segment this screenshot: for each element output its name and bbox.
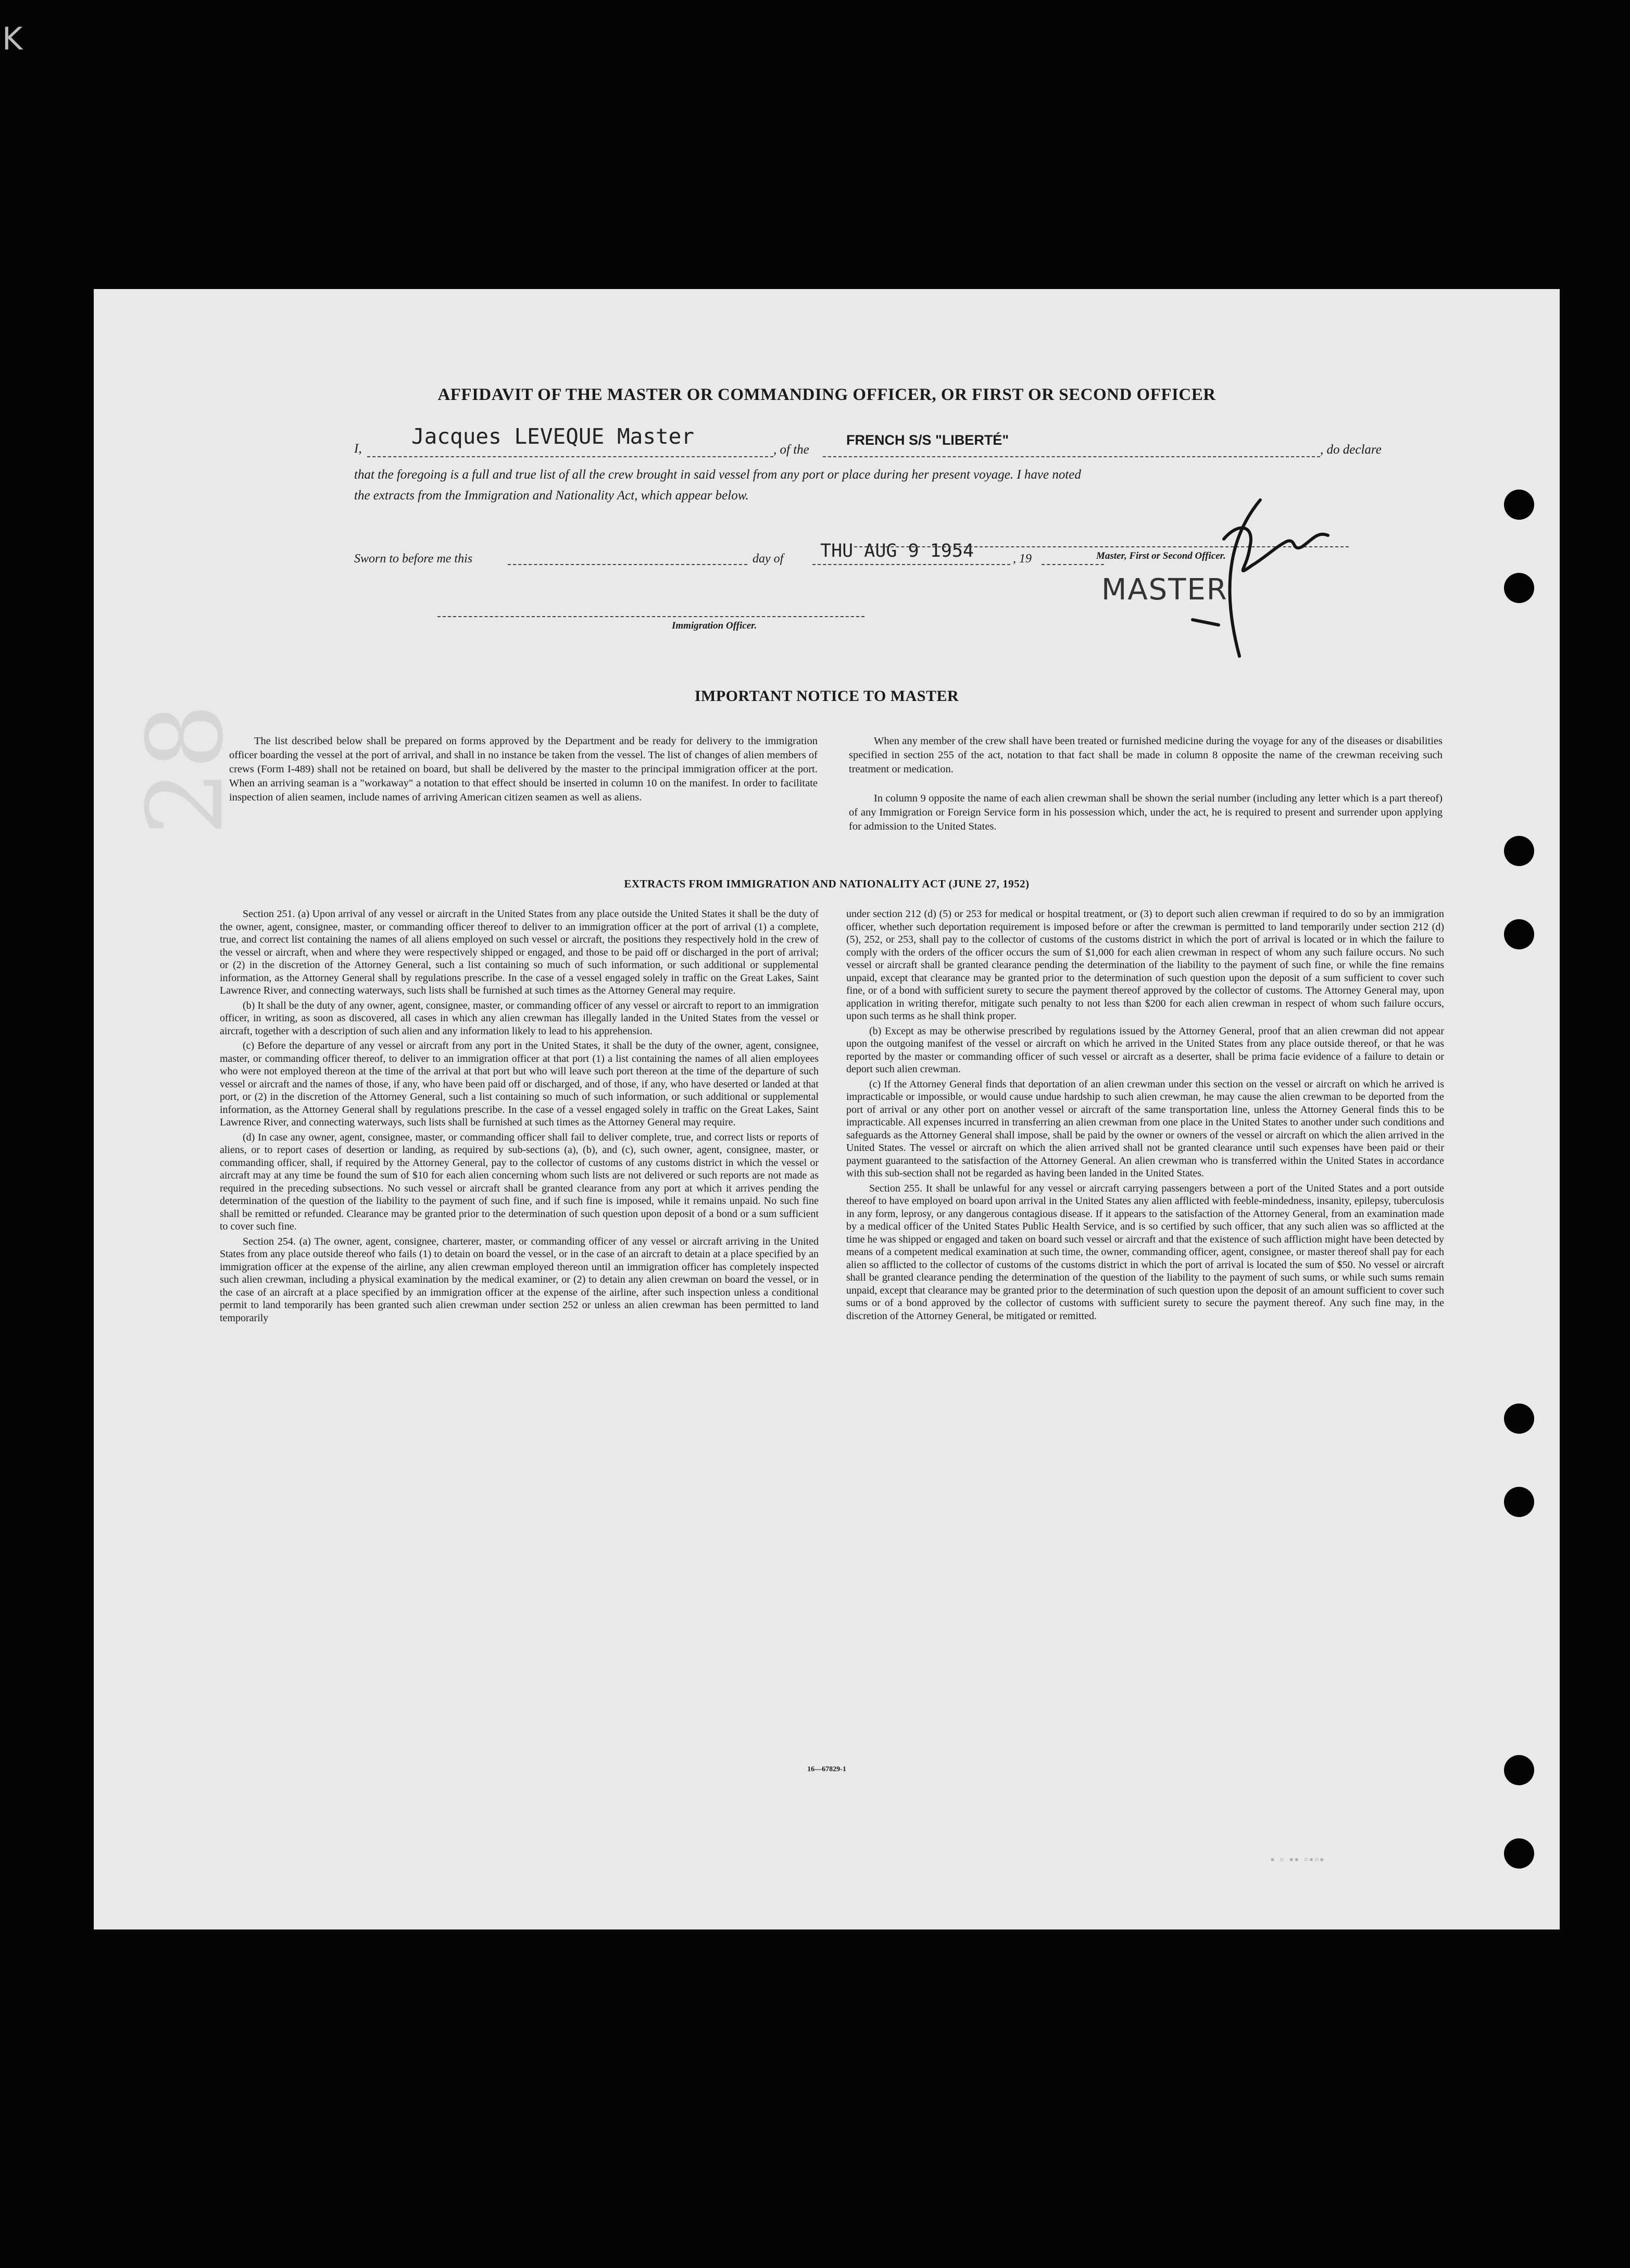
section-254-c: (c) If the Attorney General finds that deportation of an alien crewman under this section on the vessel or aircraft on which he arrived is impracticable or impossible, or would cause undue hardship to such alien crewman, he may cause the alien crewman to be deported from the port of arrival or any other port on another vessel or aircraft of the same transportation line, unless the Attorney General finds this to be impracticable. All expenses incurred in transferring an alien crewman from one place in the United States to another under such conditions and safeguards as the Attorney General shall impose, shall be paid by the owner or owners of the vessel or aircraft on which the alien arrived in the United States. The vessel or aircraft on which the alien arrived shall not be granted clearance until such expenses have been paid or their payment guaranteed to the satisfaction of the Attorney General. An alien crewman who is transferred within the United States in accordance with this sub-section shall not be regarded as having been landed in the United States. <box>846 1078 1444 1179</box>
declaration-line-3: the extracts from the Immigration and Nationality Act, which appear below. <box>354 488 749 503</box>
notice-right-paragraph-2: In column 9 opposite the name of each alien crewman shall be shown the serial number (including any letter which is a part thereof) of any Immigration or Foreign Service form in his possession which, under the act, he is required to present and surrender upon applying for admission to the United States. <box>849 793 1443 832</box>
notice-left-paragraph: The list described below shall be prepared on forms approved by the Department and be ready for delivery to the immigration officer boarding the vessel at the port of arrival, and shall in no instance be taken from the vessel. The list of changes of alien members of crews (Form I-489) shall not be retained on board, but shall be delivered by the master to the principal immigration officer at the port. When an arriving seaman is a "workaway" a notation to that effect should be inserted in column 10 on the manifest. In order to facilitate inspection of alien seamen, include names of arriving American citizen seamen as well as aliens. <box>229 735 818 803</box>
section-254-a-continued: under section 212 (d) (5) or 253 for medical or hospital treatment, or (3) to deport such alien crewman if required to do so by an immigration officer, whether such deportation requirement is imposed before or after the crewman is permitted to land temporarily under section 212 (d) (5), 252, or 253, shall pay to the collector of customs of the customs district in which the port of arrival is located or in which the failure to comply with the orders of the officer occurs the sum of $1,000 for each alien crewman in respect of whom any such failure occurs. No such vessel or aircraft shall be granted clearance pending the determination of the liability to the payment of such fine, or while the fine remains unpaid, except that clearance may be granted prior to the determination of such question upon the deposit of a sum sufficient to cover such fine, or of a bond with sufficient surety to secure the payment thereof approved by the collector of customs. The Attorney General may, upon application in writing therefor, mitigate such penalty to not less than $200 for each alien crewman in respect of whom such failure occurs, upon such terms as he shall think proper. <box>846 908 1444 1022</box>
page-number-stamp: 28 <box>125 703 246 836</box>
section-254-a: Section 254. (a) The owner, agent, consignee, charterer, master, or commanding officer of any vessel or aircraft arriving in the United States from any place outside thereof who fails (1) to detain on board the vessel, or in the case of an aircraft to detain at a place specified by an immigration officer at the expense of the airline, any alien crewman employed thereon until an immigration officer has completely inspected such alien crewman, including a physical examination by the medical examiner, or (2) to detain any alien crewman on board the vessel, or in the case of an aircraft at a place specified by an immigration officer at the expense of the airline, after such inspection unless a conditional permit to land temporarily has been granted such alien crewman under section 252 or unless an alien crewman has been permitted to land temporarily <box>220 1235 819 1324</box>
corner-mark: K <box>2 21 23 57</box>
master-stamp: MASTER <box>1101 573 1228 607</box>
master-signature <box>1130 490 1401 677</box>
section-251-c: (c) Before the departure of any vessel or aircraft from any port in the United States, it shall be the duty of the owner, agent, consignee, master, or commanding officer thereof, to deliver to an immigration officer at that port (1) a list containing the names of all alien employees who were not employed thereon at the time of the arrival at that port but who will leave such port thereon at the time of the departure of such vessel or aircraft and the names of those, if any, who have been paid off or discharged, and of those, if any, who have deserted or landed at that port, or (2) in the discretion of the Attorney General, such a list containing so much of such information, or such additional or supplemental information, as the Attorney General shall by regulations prescribe. In the case of a vessel engaged solely in traffic on the Great Lakes, Saint Lawrence River, and connecting waterways, such lists shall be furnished at such times as the Attorney General may require. <box>220 1040 819 1128</box>
ship-name: FRENCH S/S "LIBERTÉ" <box>846 432 1009 448</box>
binder-hole <box>1504 919 1534 949</box>
binder-hole <box>1504 1487 1534 1517</box>
notice-title: IMPORTANT NOTICE TO MASTER <box>694 687 959 705</box>
extracts-left-column <box>220 908 819 1326</box>
binder-hole <box>1504 490 1534 520</box>
immigration-officer-caption: Immigration Officer. <box>672 620 757 631</box>
binder-hole <box>1504 836 1534 866</box>
form-number: 16—67829-1 <box>807 1765 846 1773</box>
section-251-b: (b) It shall be the duty of any owner, agent, consignee, master, or commanding officer of any vessel or aircraft to report to an immigration officer, in writing, as soon as discovered, all cases in which any alien crewman has illegally landed in the United States from the vessel or aircraft, together with a description of such alien and any information likely to lead to his apprehension. <box>220 999 819 1037</box>
day-of-label: day of <box>753 552 784 566</box>
binder-hole <box>1504 1404 1534 1434</box>
binder-hole <box>1504 573 1534 603</box>
extracts-title: EXTRACTS FROM IMMIGRATION AND NATIONALITY ACT (JUNE 27, 1952) <box>624 878 1030 890</box>
declaration-line-2: that the foregoing is a full and true list of all the crew brought in said vessel from any port or place during her present voyage. I have noted <box>354 468 1081 482</box>
declare-label: , do declare <box>1320 443 1382 457</box>
declaration-i-label: I, <box>354 442 362 456</box>
year-label: , 19 <box>1013 552 1032 566</box>
master-name: Jacques LEVEQUE Master <box>411 424 695 449</box>
section-254-b: (b) Except as may be otherwise prescribed by regulations issued by the Attorney General, proof that an alien crewman did not appear upon the outgoing manifest of the vessel or aircraft on which he arrived in the United States from any place outside thereof, or that he was reported by the master or commanding officer of such vessel or aircraft as a deserter, shall be prima facie evidence of a failure to detain or deport such alien crewman. <box>846 1025 1444 1075</box>
document-page <box>94 289 1560 1929</box>
notice-right-paragraph-1: When any member of the crew shall have been treated or furnished medicine during the voyage for any of the diseases or disabilities specified in section 255 of the act, notation to that fact shall be made in column 8 opposite the name of the crewman receiving such treatment or medication. <box>849 735 1443 775</box>
section-255: Section 255. It shall be unlawful for any vessel or aircraft carrying passengers between a port of the United States and a port outside thereof to have employed on board upon arrival in the United States any alien afflicted with feeble-mindedness, insanity, epilepsy, tuberculosis in any form, leprosy, or any dangerous contagious disease. If it appears to the satisfaction of the Attorney General, from an examination made by a medical officer of the United States Public Health Service, and is so certified by such officer, that any such alien was so afflicted at the time he was shipped or engaged and taken on board such vessel or aircraft and that the existence of such affliction might have been detected by means of a competent medical examination at such time, the owner, commanding officer, agent, consignee, or master thereof shall pay for each alien so afflicted to the collector of customs of the customs district in which the port of arrival is located the sum of $50. No vessel or aircraft shall be granted clearance pending the determination of the question of the liability to the payment of such sums, or while such sums remain unpaid, except that clearance may be granted prior to the determination of such question upon the deposit of an amount sufficient to cover such sums or of a bond approved by the collector of customs with sufficient surety to secure the payment thereof. Any such fine may, in the discretion of the Attorney General, be mitigated or remitted. <box>846 1182 1444 1322</box>
master-caption: Master, First or Second Officer. <box>1096 550 1226 561</box>
sworn-label: Sworn to before me this <box>354 552 473 566</box>
binder-hole <box>1504 1838 1534 1869</box>
date-stamp: THU AUG 9 1954 <box>820 541 974 561</box>
affidavit-title: AFFIDAVIT OF THE MASTER OR COMMANDING OFFICER, OR FIRST OR SECOND OFFICER <box>437 385 1216 404</box>
section-251-d: (d) In case any owner, agent, consignee, master, or commanding officer shall fail to deliver complete, true, and correct lists or reports of aliens, or to report cases of desertion or landing, as required by sub-sections (a), (b), and (c), such owner, agent, consignee, master, or commanding officer, shall, if required by the Attorney General, pay to the collector of customs of any customs district in which the vessel or aircraft may at any time be found the sum of $10 for each alien concerning whom such lists are not delivered or such reports are not made as required in the preceding subsections. No such vessel or aircraft shall be granted clearance from any port at which it arrives pending the determination of the question of the liability to the payment of such fine, and if such fine is imposed, while it remains unpaid. No such fine shall be remitted or refunded. Clearance may be granted prior to the determination of such question upon deposit of a bond or a sum sufficient to cover such fine. <box>220 1131 819 1232</box>
smudge-mark: ▪ ▫ ▪▪ ▫▪▫▪ <box>1271 1854 1325 1865</box>
extracts-right-column <box>846 908 1444 1324</box>
section-251-a: Section 251. (a) Upon arrival of any vessel or aircraft in the United States from any place outside the United States it shall be the duty of the owner, agent, consignee, master, or commanding officer thereof to deliver to an immigration officer at the port of arrival (1) a complete, true, and correct list containing the names of all aliens employed on such vessel or aircraft, the positions they respectively hold in the crew of the vessel or aircraft, when and where they were respectively shipped or engaged, and those to be paid off or discharged in the port of arrival; or (2) in the discretion of the Attorney General, such a list containing so much of such information, or such additional or supplemental information, as the Attorney General shall by regulations prescribe. In the case of a vessel engaged solely in traffic on the Great Lakes, Saint Lawrence River, and connecting waterways, such lists shall be furnished at such times as the Attorney General may require. <box>220 908 819 996</box>
of-the-label: , of the <box>773 443 809 457</box>
